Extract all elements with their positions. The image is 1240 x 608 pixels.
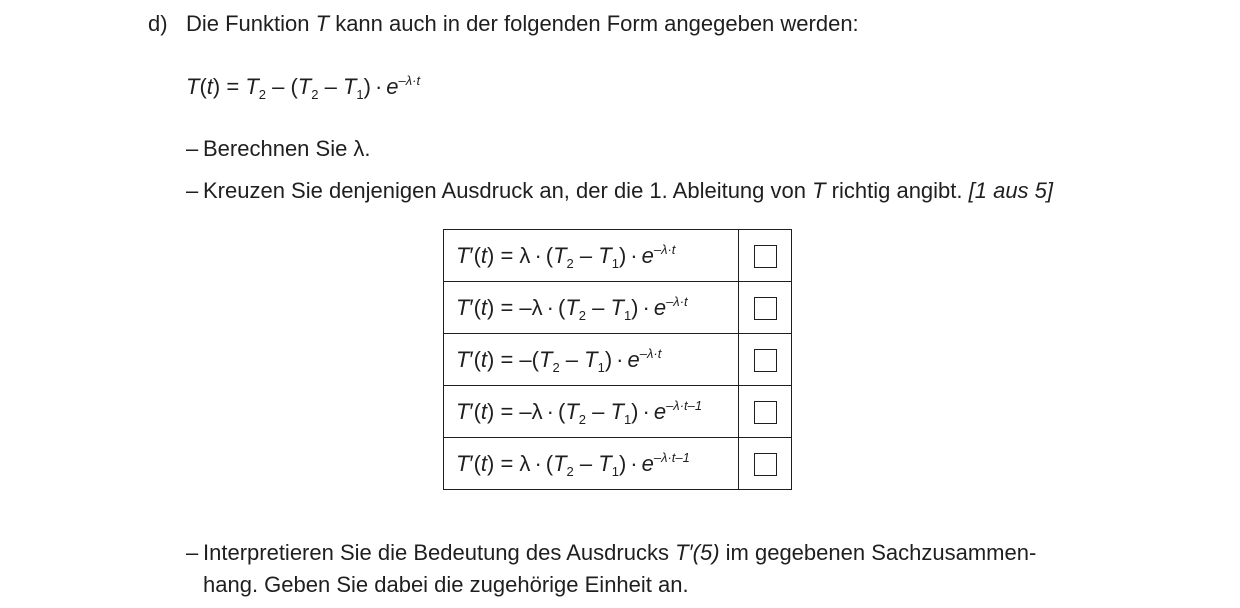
intro-text xyxy=(186,10,859,38)
option-checkbox-4[interactable] xyxy=(754,401,777,424)
task-line1-before: Interpretieren Sie die Bedeutung des Ausdrucks xyxy=(203,540,676,565)
task-line2: hang. Geben Sie dabei die zugehörige Einheit an. xyxy=(203,572,689,597)
option-expression-4: $T'(t) = -\lambda \cdot (T_2 - T_1) \cdot e^{-\lambda\cdot t-1}$ xyxy=(444,386,739,438)
function-formula: $T(t) = T_2 - (T_2 - T_1) \cdot e^{-\lambda\cdot t}$ xyxy=(186,73,421,102)
task-dash: – xyxy=(186,178,199,203)
option-checkbox-1[interactable] xyxy=(754,245,777,268)
task-expression: T′(5) xyxy=(675,540,720,565)
task-line1-after: im gegebenen Sachzusammen- xyxy=(719,540,1037,565)
table-row xyxy=(444,386,792,438)
option-checkbox-cell-5 xyxy=(739,438,792,490)
table-row xyxy=(444,230,792,282)
option-checkbox-cell-2 xyxy=(739,282,792,334)
part-label: d) xyxy=(148,11,168,36)
table-row xyxy=(444,282,792,334)
intro-after: kann auch in der folgenden Form angegeben werden: xyxy=(329,11,859,36)
task-dash: – xyxy=(186,136,199,161)
option-expression-5: $T'(t) = \lambda \cdot (T_2 - T_1) \cdot e^{-\lambda\cdot t-1}$ xyxy=(444,438,739,490)
task-select-derivative xyxy=(186,177,1053,205)
option-expression-1: $T'(t) = \lambda \cdot (T_2 - T_1) \cdot e^{-\lambda\cdot t}$ xyxy=(444,230,739,282)
task-text-after: richtig angibt. xyxy=(825,178,969,203)
option-checkbox-2[interactable] xyxy=(754,297,777,320)
task-variable: T xyxy=(812,178,826,203)
table-row xyxy=(444,334,792,386)
task-dash: – xyxy=(186,540,199,565)
task-text-before: Kreuzen Sie denjenigen Ausdruck an, der die 1. Ableitung von xyxy=(203,178,813,203)
table-row xyxy=(444,438,792,490)
option-checkbox-3[interactable] xyxy=(754,349,777,372)
option-checkbox-cell-3 xyxy=(739,334,792,386)
option-checkbox-5[interactable] xyxy=(754,453,777,476)
answer-options-table xyxy=(443,229,792,490)
task-compute-lambda xyxy=(186,135,371,163)
task-interpret xyxy=(186,539,1036,599)
task-text: Berechnen Sie λ. xyxy=(203,136,371,161)
intro-variable: T xyxy=(315,11,330,36)
option-checkbox-cell-4 xyxy=(739,386,792,438)
intro-before: Die Funktion xyxy=(186,11,316,36)
option-checkbox-cell-1 xyxy=(739,230,792,282)
task-hint: [1 aus 5] xyxy=(968,178,1054,203)
option-expression-2: $T'(t) = -\lambda \cdot (T_2 - T_1) \cdot e^{-\lambda\cdot t}$ xyxy=(444,282,739,334)
option-expression-3: $T'(t) = -(T_2 - T_1) \cdot e^{-\lambda\cdot t}$ xyxy=(444,334,739,386)
